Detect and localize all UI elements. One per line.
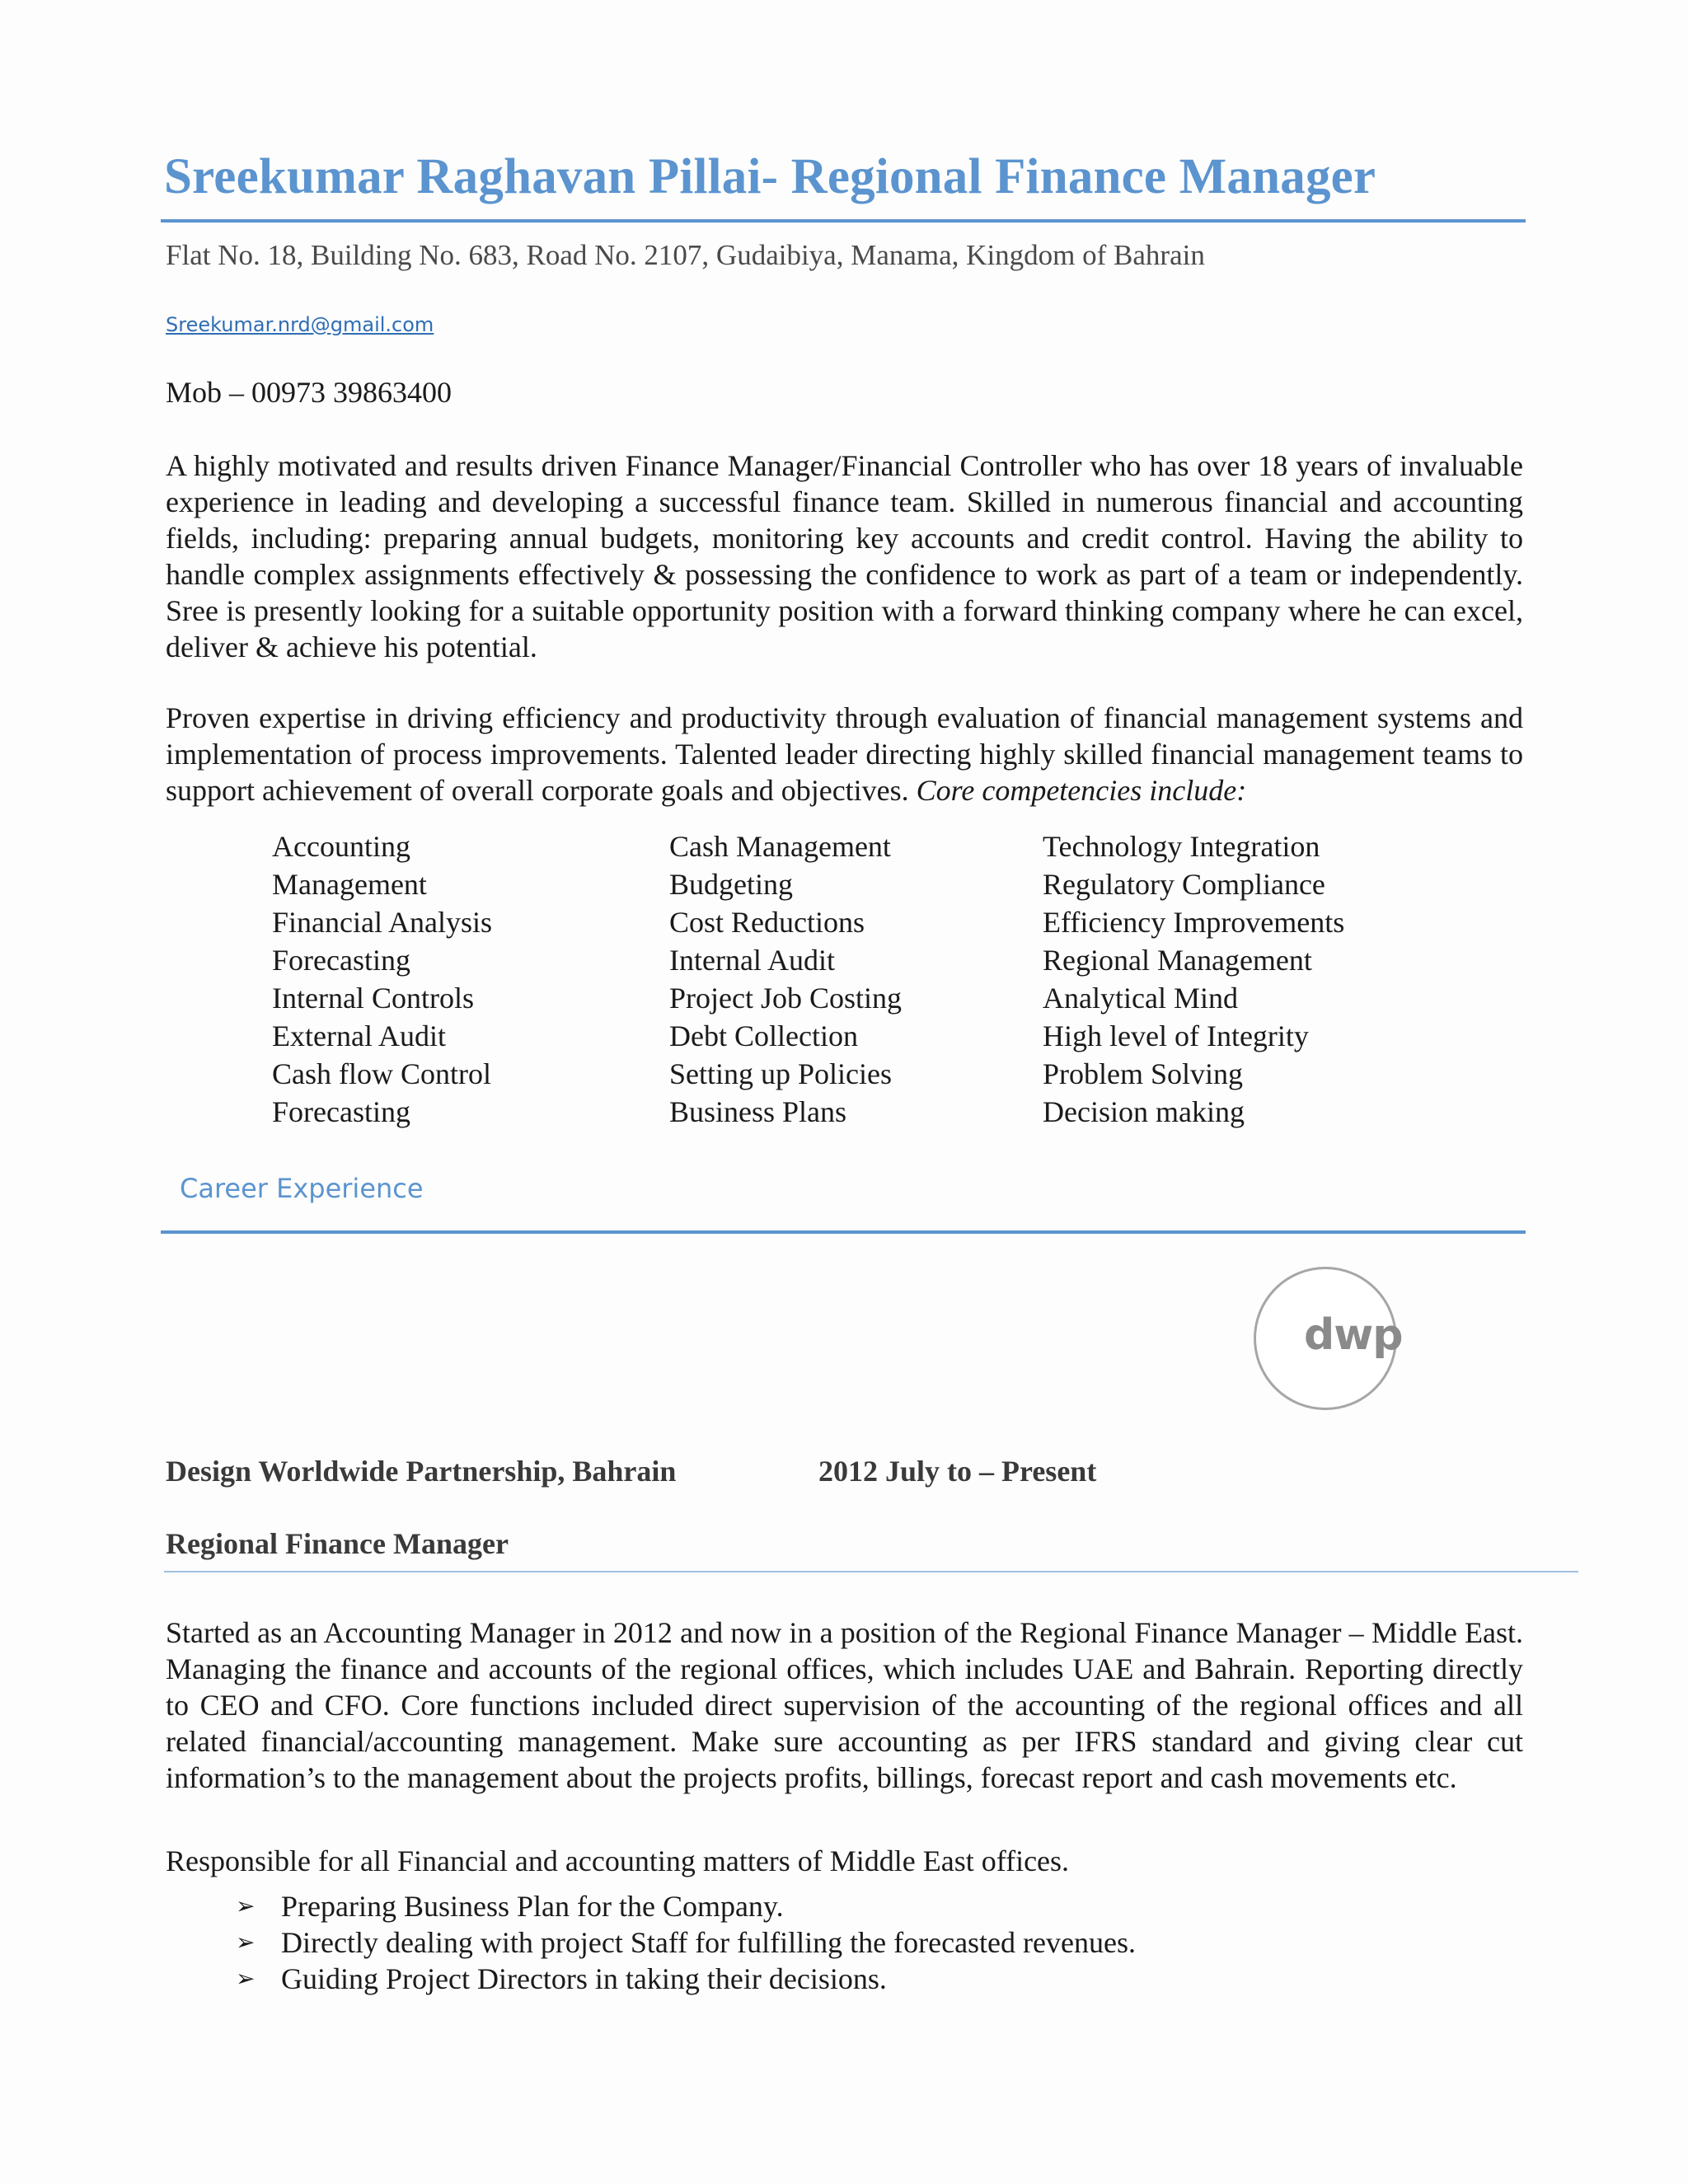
expertise-paragraph (166, 700, 1523, 808)
summary-paragraph: A highly motivated and results driven Finance Manager/Financial Controller who has over 18 years of invaluable experience in leading and developing a successful finance team. Skilled in numerous financial and accounting fields, including: preparing annual budgets, monitoring key accounts and credit control. Having the ability to handle complex assignments effectively & possessing the confidence to work as part of a team or independently. Sree is presently looking for a suitable opportunity position with a forward thinking company where he can excel, deliver & achieve his potential. (166, 449, 1523, 663)
list-item-text: Directly dealing with project Staff for fulfilling the forecasted revenues. (281, 1926, 1136, 1959)
competency-item: Accounting (272, 830, 410, 863)
competency-item: Management (272, 868, 427, 901)
competency-item: Internal Audit (669, 944, 835, 977)
company-logo-text: dwp (1304, 1310, 1403, 1360)
competencies-column-1 (272, 827, 492, 1131)
competency-item: Decision making (1043, 1095, 1245, 1128)
list-item (236, 1961, 1136, 1997)
employment-dates: 2012 July to – Present (818, 1455, 1097, 1488)
competency-item: Forecasting (272, 1095, 410, 1128)
competency-item: Setting up Policies (669, 1057, 892, 1090)
address: Flat No. 18, Building No. 683, Road No. 2107, Gudaibiya, Manama, Kingdom of Bahrain (166, 239, 1205, 271)
mobile-number: Mob – 00973 39863400 (166, 376, 452, 409)
competency-item: Internal Controls (272, 982, 474, 1015)
list-item-text: Guiding Project Directors in taking their decisions. (281, 1962, 887, 1995)
competency-item: Budgeting (669, 868, 793, 901)
competencies-intro: Core competencies include: (916, 774, 1247, 807)
competency-item: Efficiency Improvements (1043, 906, 1345, 939)
company-name: Design Worldwide Partnership, Bahrain (166, 1455, 677, 1488)
section-heading-career: Career Experience (180, 1173, 424, 1204)
list-item (236, 1924, 1136, 1961)
competency-item: High level of Integrity (1043, 1019, 1309, 1052)
list-item-text: Preparing Business Plan for the Company. (281, 1890, 784, 1923)
section-divider (161, 1230, 1526, 1234)
competency-item: Debt Collection (669, 1019, 858, 1052)
arrow-bullet-icon: ➢ (236, 1965, 256, 1992)
competency-item: Regional Management (1043, 944, 1312, 977)
title-divider (161, 219, 1526, 223)
list-item (236, 1888, 1136, 1924)
competency-item: Forecasting (272, 944, 410, 977)
competency-item: Cash Management (669, 830, 891, 863)
job-description: Started as an Accounting Manager in 2012 and now in a position of the Regional Finance Manager – Middle East. Managing the finance and accounts of the regional offices, which includes UAE and Bahrain. Reporting directly to CEO and CFO. Core functions included direct supervision of the accounting of the regional offices and all related financial/accounting management. Make sure accounting as per IFRS standard and giving clear cut information’s to the management about the projects profits, billings, forecast report and cash movements etc. (166, 1616, 1523, 1794)
competency-item: External Audit (272, 1019, 446, 1052)
responsibility-list (236, 1888, 1136, 1997)
competency-item: Technology Integration (1043, 830, 1320, 863)
expertise-text: Proven expertise in driving efficiency and productivity through evaluation of financial management systems and implementation of process improvements. Talented leader directing highly skilled financial management teams to support achievement of overall corporate goals and objectives. (166, 701, 1523, 807)
arrow-bullet-icon: ➢ (236, 1929, 256, 1956)
page-title: Sreekumar Raghavan Pillai- Regional Finance Manager (164, 149, 1376, 204)
competencies-column-3 (1043, 827, 1344, 1131)
competency-item: Financial Analysis (272, 906, 492, 939)
arrow-bullet-icon: ➢ (236, 1892, 256, 1919)
job-title: Regional Finance Manager (166, 1527, 509, 1560)
job-divider (164, 1571, 1578, 1572)
competency-item: Problem Solving (1043, 1057, 1244, 1090)
competency-item: Cash flow Control (272, 1057, 491, 1090)
email-link[interactable]: Sreekumar.nrd@gmail.com (166, 313, 434, 336)
competencies-column-2 (669, 827, 902, 1131)
competency-item: Business Plans (669, 1095, 847, 1128)
competency-item: Cost Reductions (669, 906, 865, 939)
responsibility-statement: Responsible for all Financial and accounting matters of Middle East offices. (166, 1844, 1070, 1877)
competency-item: Project Job Costing (669, 982, 903, 1015)
competency-item: Analytical Mind (1043, 982, 1238, 1015)
competency-item: Regulatory Compliance (1043, 868, 1325, 901)
